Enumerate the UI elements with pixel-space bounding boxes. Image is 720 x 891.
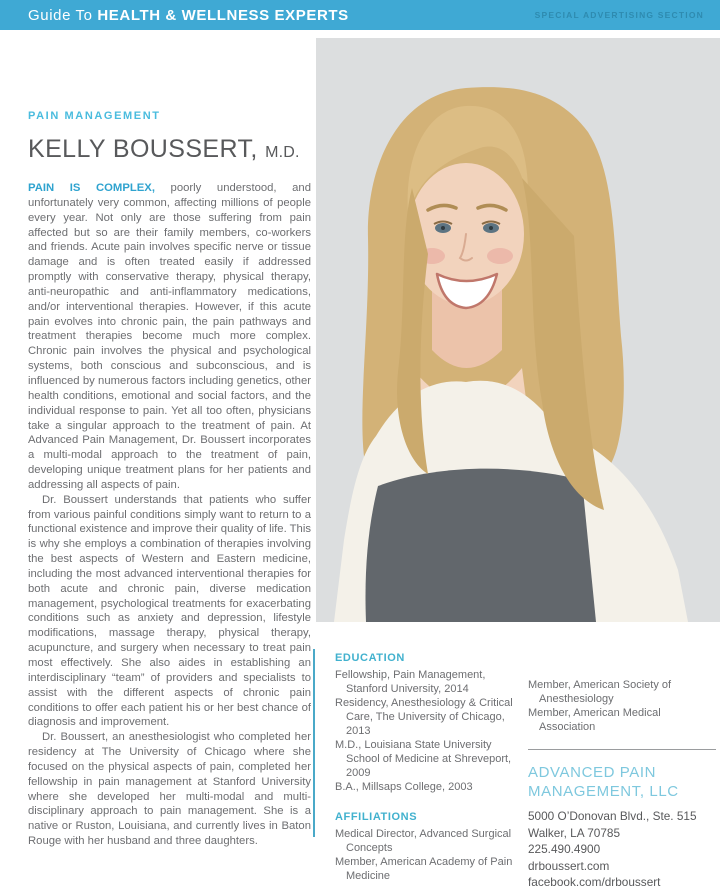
paragraph-2: Dr. Boussert understands that patients who suffer from various painful conditions simply want to return to a functional existence and improve their quality of life. This is why she employs a combination of therapies involving the best aspects of Western and Eastern medicine, including the most advanced interventional therapies for both acute and chronic pain, diverse medication management, psychological treatments for exacerbating conditions such as anxiety and depression, lifestyle modifications, massage therapy, physical therapy, acupuncture, and surgery when necessary to treat pain most effectively. She also aides in establishing an interdisciplinary “team” of providers and specialists to assist with the different aspects of chronic pain conditions to offer each patient his or her best chance of diagnosis and improvement. (28, 493, 311, 729)
affiliations-heading: AFFILIATIONS (335, 811, 418, 823)
doctor-credentials: M.D. (265, 144, 300, 161)
intro-lead-text: PAIN IS COMPLEX, (28, 182, 155, 194)
portrait-photo (316, 38, 720, 622)
practice-name-line1: ADVANCED PAIN (528, 764, 657, 781)
affiliation-item: Medical Director, Advanced Surgical Concepts (335, 828, 512, 854)
education-item: M.D., Louisiana State University School of Medicine at Shreveport, 2009 (335, 739, 512, 779)
banner-title-bold: HEALTH & WELLNESS EXPERTS (97, 6, 349, 24)
affiliations-section (335, 811, 515, 883)
category-label: PAIN MANAGEMENT (28, 110, 161, 122)
phone-number: 225.490.4900 (528, 842, 601, 857)
membership-item: Member, American Medical Association (528, 707, 661, 733)
website-url: drboussert.com (528, 858, 610, 873)
memberships-section (528, 678, 716, 734)
practice-name (528, 763, 716, 801)
banner-title-light: Guide To (28, 6, 98, 24)
doctor-name (28, 135, 311, 164)
doctor-name-text: KELLY BOUSSERT, (28, 135, 266, 163)
education-section (335, 652, 515, 794)
section-divider (528, 749, 716, 750)
education-item: Fellowship, Pain Management, Stanford University, 2014 (335, 669, 486, 695)
article-column (28, 110, 311, 849)
facebook-url: facebook.com/drboussert (528, 875, 661, 890)
banner-title (28, 7, 349, 24)
contact-details (528, 808, 716, 891)
address-line-1: 5000 O’Donovan Blvd., Ste. 515 (528, 809, 697, 823)
intro-rest-text: poorly understood, and unfortunately very common, affecting millions of people every year. Not only are those suffering from pain affected but so are their family members, co-workers and friends. Acute pain involves specific nerve or tissue damage and is often treated easily if addressed promptly with conservative therapy, physical therapy, anti-neuropathic and anti-inflammatory medications, and/or interventional therapies. However, if this acute pain evolves into chronic pain, the pain pathways and treatment therapies become much more complex. Chronic pain involves the physical and psychological systems, both conscious and subconscious, and is influenced by numerous factors including genetics, other health conditions, emotional and social factors, and the individual response to pain. Yet all too often, physicians take a singular approach to the treatment of pain. At Advanced Pain Management, Dr. Boussert incorporates a multi-modal approach to the treatment of pain, developing unique treatment plans for her patients and addressing all aspects of pain. (28, 182, 311, 491)
special-advertising-label: SPECIAL ADVERTISING SECTION (534, 10, 704, 20)
article-body (28, 181, 311, 849)
top-banner (0, 0, 720, 30)
education-heading: EDUCATION (335, 652, 405, 664)
intro-paragraph (28, 181, 311, 493)
education-item: B.A., Millsaps College, 2003 (335, 781, 473, 793)
membership-item: Member, American Society of Anesthesiology (528, 679, 672, 705)
affiliation-item: Member, American Academy of Pain Medicine (335, 856, 513, 882)
education-item: Residency, Anesthesiology & Critical Care, The University of Chicago, 2013 (335, 697, 513, 737)
section-vertical-rule (313, 649, 315, 837)
paragraph-3: Dr. Boussert, an anesthesiologist who completed her residency at The University of Chicago where she focused on the physical aspects of pain, completed her fellowship in pain management at Stanford University where she developed her multi-modal and multi-disciplinary approach to pain management. She is a native or Ruston, Louisiana, and currently lives in Baton Rouge with her husband and three daughters. (28, 731, 311, 848)
contact-column (528, 678, 716, 891)
address-line-2: Walker, LA 70785 (528, 825, 621, 840)
practice-name-line2: MANAGEMENT, LLC (528, 783, 679, 800)
portrait-illustration (316, 38, 720, 622)
credentials-column (335, 652, 515, 883)
